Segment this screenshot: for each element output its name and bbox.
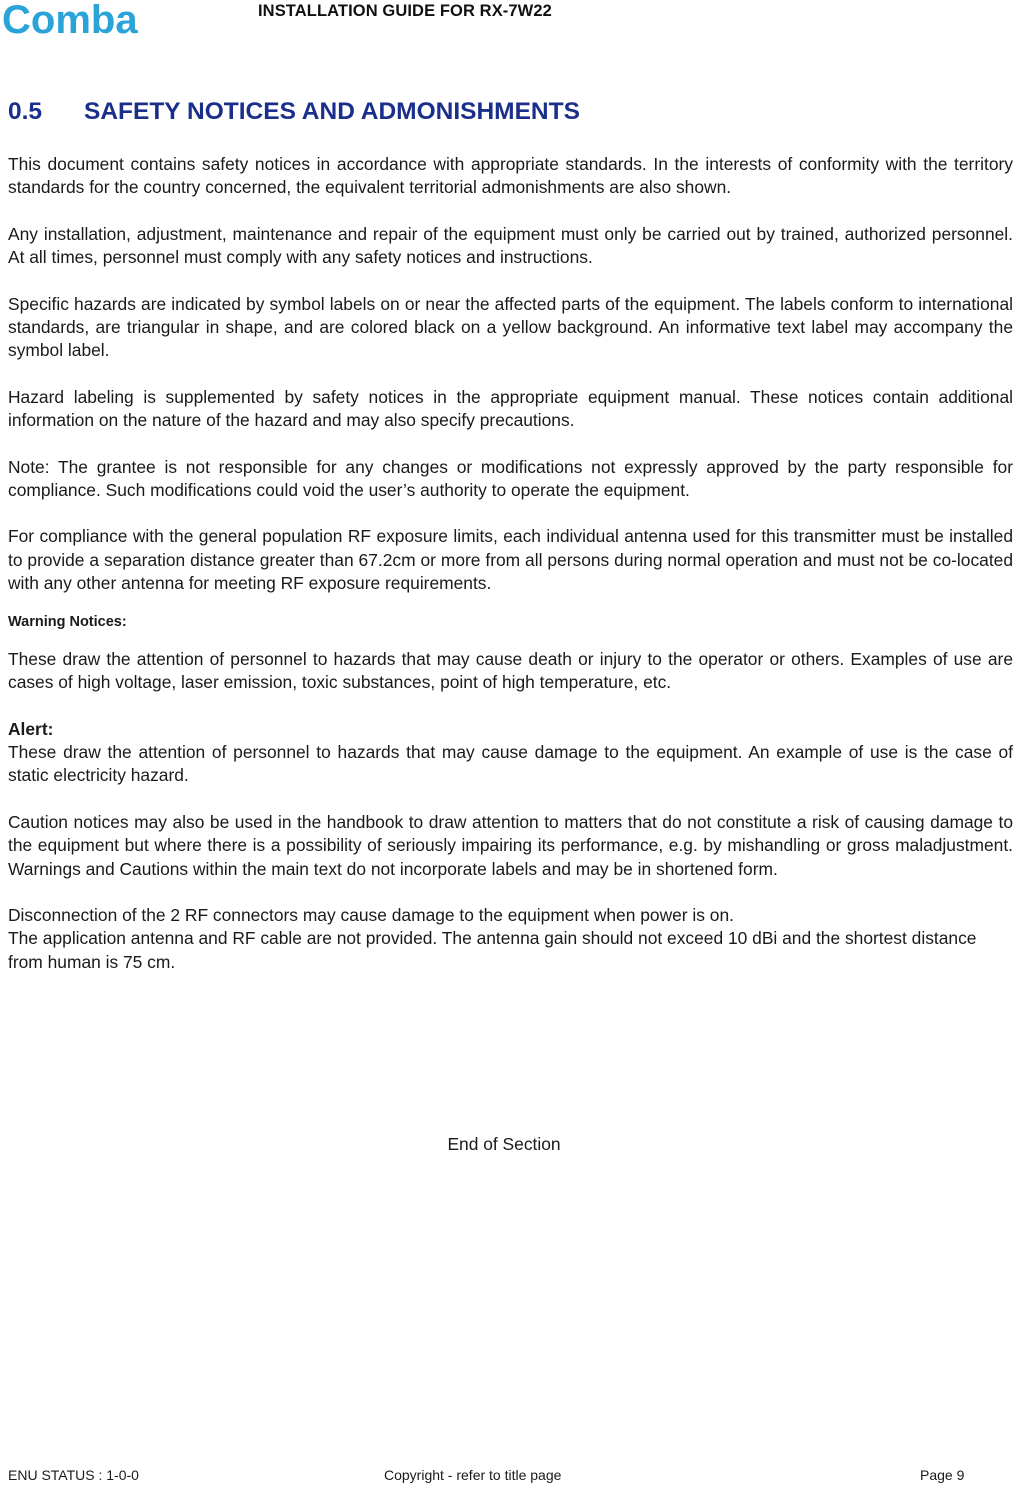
paragraph-antenna: The application antenna and RF cable are not provided. The antenna gain should not exceed 10 dBi and the shortest distance from human is 75 cm. xyxy=(8,928,977,972)
paragraph-grantee-note: Note: The grantee is not responsible for any changes or modifications not expressly approved by the party responsible for compliance. Such modifications could void the user’s authority to operate the equipment. xyxy=(8,456,1013,501)
paragraph-hazard-labels: Specific hazards are indicated by symbol labels on or near the affected parts of the equipment. The labels conform to international standards, are triangular in shape, and are colored black on a yellow background. An informative text label may accompany the symbol label. xyxy=(8,293,1013,361)
logo-text: Comba xyxy=(2,0,138,40)
alert-title: Alert: xyxy=(8,718,54,739)
end-of-section xyxy=(0,1134,1014,1155)
section-number: 0.5 xyxy=(8,98,43,125)
paragraph-personnel: Any installation, adjustment, maintenance and repair of the equipment must only be carried out by trained, authorized personnel. At all times, personnel must comply with any safety notices and instructions. xyxy=(8,223,1013,268)
footer-copyright: Copyright - refer to title page xyxy=(384,1467,562,1483)
paragraph-caution: Caution notices may also be used in the handbook to draw attention to matters that do not constitute a risk of causing damage to the equipment but where there is a possibility of seriously impairing its performance, e.g. by mishandling or gross maladjustment. Warnings and Cautions within the main text do not incorporate labels and may be in shortened form. xyxy=(8,811,1013,879)
comba-logo xyxy=(2,0,184,40)
paragraph-rf-exposure: For compliance with the general population RF exposure limits, each individual antenna used for this transmitter must be installed to provide a separation distance greater than 67.2cm or more from all persons during normal operation and must not be co-located with any other antenna for meeting RF exposure requirements. xyxy=(8,526,1013,594)
footer-page-number: Page 9 xyxy=(920,1467,965,1483)
section-heading xyxy=(8,98,580,126)
warning-notices-title: Warning Notices: xyxy=(8,613,127,630)
footer-status: ENU STATUS : 1-0-0 xyxy=(8,1467,139,1483)
end-of-section-text: End of Section xyxy=(447,1134,561,1154)
paragraph-alert: These draw the attention of personnel to hazards that may cause damage to the equipment. An example of use is the case of static electricity hazard. xyxy=(8,741,1013,786)
body-text xyxy=(8,153,1013,974)
paragraph-hazard-labeling: Hazard labeling is supplemented by safety notices in the appropriate equipment manual. These notices contain additional information on the nature of the hazard and may also specify precautions. xyxy=(8,386,1013,431)
paragraph-intro: This document contains safety notices in accordance with appropriate standards. In the interests of conformity with the territory standards for the country concerned, the equivalent territorial admonishments are also shown. xyxy=(8,154,1013,198)
paragraph-warning: These draw the attention of personnel to hazards that may cause death or injury to the operator or others. Examples of use are cases of high voltage, laser emission, toxic substances, point of high temperature, etc. xyxy=(8,648,1013,693)
paragraph-disconnection: Disconnection of the 2 RF connectors may cause damage to the equipment when power is on. xyxy=(8,904,734,925)
document-title: INSTALLATION GUIDE FOR RX-7W22 xyxy=(258,2,552,20)
section-title: SAFETY NOTICES AND ADMONISHMENTS xyxy=(84,98,580,125)
